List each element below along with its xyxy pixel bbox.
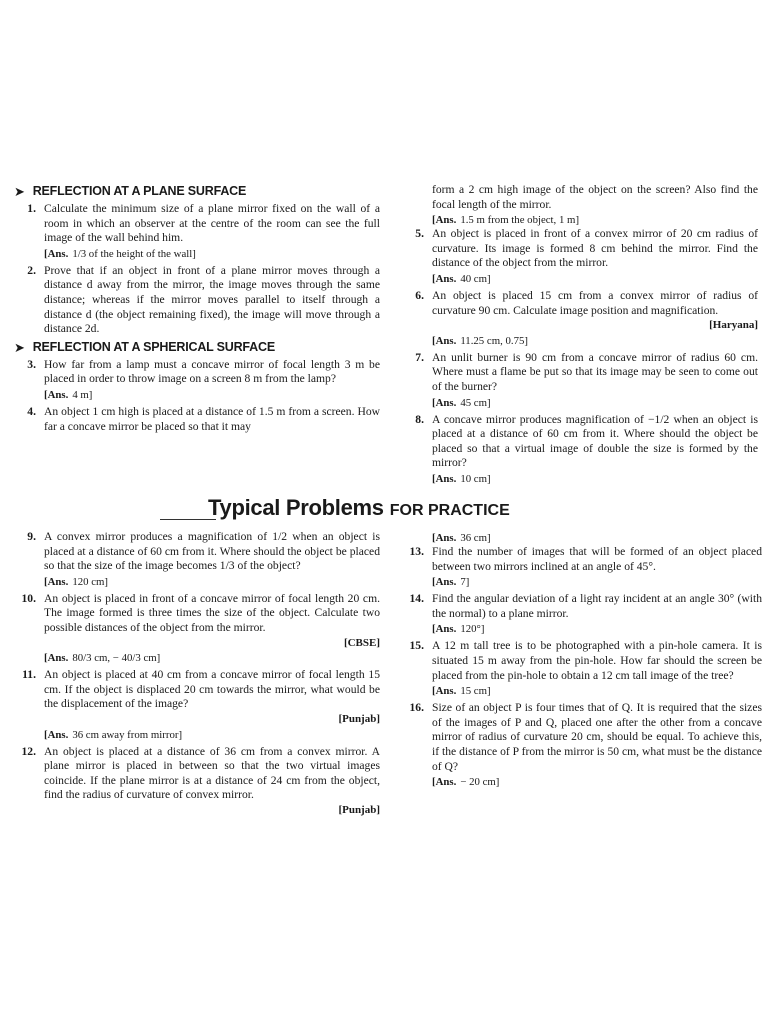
problem-text: Size of an object P is four times that of Q. It is required that the sizes of the images of P and Q, placed one after the other from a concave mirror of radius of curvature 20 cm, should be equal. To achieve this, if the distance of P from the mirror is 50 cm, what must be the distance of Q? [432, 701, 762, 773]
source-tag: [Punjab] [338, 803, 380, 816]
answer-value: 36 cm away from mirror] [72, 728, 183, 741]
answer [432, 472, 758, 486]
problem-number: 9. [27, 530, 36, 543]
problem-text: An object 1 cm high is placed at a distance of 1.5 m from a screen. How far a concave mirror be placed so that it may [44, 404, 380, 433]
answer [432, 272, 758, 286]
answer-value: 15 cm] [460, 685, 491, 698]
problem-text: A 12 m tall tree is to be photographed with a pin-hole camera. It is situated 15 m away from the pin-hole. How far should the screen be placed from the pin-hole to obtain a 12 cm tall image of the tree? [432, 639, 762, 682]
arrow-bullet-icon: ➤ [14, 339, 25, 355]
problem-16 [402, 701, 762, 789]
bottom-left-column [14, 530, 380, 821]
problem-12 [14, 745, 380, 818]
problem-2 [14, 264, 380, 337]
problem-text: form a 2 cm high image of the object on the screen? Also find the focal length of the mirror. [432, 183, 758, 211]
problem-6 [402, 289, 758, 348]
top-right-column [402, 183, 758, 489]
problem-text: Find the number of images that will be formed of an object placed between two mirrors inclined at an angle of 45°. [432, 545, 762, 573]
problem-number: 6. [415, 288, 424, 302]
answer [44, 728, 380, 742]
answer-value: 1/3 of the height of the wall] [72, 247, 196, 260]
problem-number: 2. [27, 263, 36, 277]
answer-value: 1.5 m from the object, 1 m] [460, 214, 580, 227]
answer [432, 531, 762, 545]
problem-text: An object is placed in front of a convex mirror of 20 cm radius of curvature. Its image is formed 8 cm behind the mirror. Find the distance of the object from the mirror. [432, 227, 758, 270]
problem-number: 14. [409, 592, 424, 606]
problem-number: 4. [27, 404, 36, 418]
problem-number: 11. [22, 668, 36, 682]
problem-number: 13. [409, 545, 424, 558]
problem-10 [14, 592, 380, 665]
answer-value: 4 m] [72, 388, 93, 401]
answer [44, 651, 380, 665]
problem-text: An object is placed at a distance of 36 cm from a convex mirror. A plane mirror is placed in between so that the two virtual images coincide. If the plane mirror is at a distance of 24 cm from the object, find the radius of curvature of convex mirror. [44, 744, 380, 802]
problem-9 [14, 530, 380, 589]
problem-text: Calculate the minimum size of a plane mirror fixed on the wall of a room in which an observer at the centre of the room can see the full image of the wall behind him. [44, 202, 380, 245]
problem-number: 16. [409, 701, 424, 715]
problem-4-continued [402, 183, 758, 227]
answer-value: − 20 cm] [460, 776, 500, 789]
problem-4 [14, 405, 380, 434]
answer-value: 80/3 cm, − 40/3 cm] [72, 652, 161, 665]
answer-label: [Ans. [432, 396, 457, 409]
problem-number: 8. [415, 412, 424, 426]
answer [432, 684, 762, 698]
answer-label: [Ans. [432, 776, 457, 789]
answer-label: [Ans. [432, 685, 457, 698]
problem-text: An object is placed at 40 cm from a concave mirror of focal length 15 cm. If the object is displaced 20 cm towards the mirror, what would be the displacement of the image? [44, 668, 380, 711]
answer [432, 334, 758, 348]
source-tag: [Punjab] [338, 712, 380, 725]
answer-label: [Ans. [44, 728, 69, 741]
answer [432, 396, 758, 410]
problem-text: An object is placed 15 cm from a convex mirror of radius of curvature 90 cm. Calculate image position and magnification. [432, 288, 758, 317]
section-heading-spherical [14, 340, 380, 355]
problem-13 [402, 545, 762, 589]
problem-number: 15. [409, 639, 424, 653]
section-heading-plane [14, 184, 380, 199]
problem-number: 7. [415, 350, 424, 364]
problem-text: A convex mirror produces a magnification of 1/2 when an object is placed at a distance of 60 cm from it. Where should the object be placed so that the size of the image becomes 1/3 of the object? [44, 530, 380, 573]
bottom-right-column [402, 530, 762, 792]
answer [432, 213, 758, 227]
answer [44, 575, 380, 589]
answer [44, 388, 380, 402]
problem-8 [402, 413, 758, 486]
problem-3 [14, 358, 380, 402]
answer-value: 36 cm] [460, 532, 491, 544]
answer-label: [Ans. [44, 247, 69, 260]
arrow-bullet-icon: ➤ [14, 184, 25, 199]
answer-label: [Ans. [44, 575, 69, 588]
top-left-column [14, 182, 380, 437]
problem-number: 1. [27, 202, 36, 215]
answer-value: 7] [460, 576, 470, 589]
answer-value: 45 cm] [460, 396, 491, 409]
answer-value: 40 cm] [460, 272, 491, 285]
problem-text: Find the angular deviation of a light ray incident at an angle 30° (with the normal) to a plane mirror. [432, 592, 762, 620]
problem-number: 3. [27, 357, 36, 371]
problem-12-continued [402, 531, 762, 545]
answer-value: 11.25 cm, 0.75] [460, 334, 528, 347]
section-heading-spherical-text: REFLECTION AT A SPHERICAL SURFACE [32, 339, 275, 354]
problem-number: 5. [415, 227, 424, 241]
answer-value: 120°] [460, 623, 485, 636]
answer-label: [Ans. [432, 334, 457, 347]
problem-number: 10. [21, 591, 36, 605]
answer-label: [Ans. [432, 272, 457, 285]
problem-text: A concave mirror produces magnification of −1/2 when an object is placed at a distance of 60 cm from it. Where should the object be placed so that a virtual image of double the size is formed by the mirror? [432, 412, 758, 470]
answer [432, 575, 762, 589]
section-heading-plane-text: REFLECTION AT A PLANE SURFACE [32, 184, 247, 198]
problem-7 [402, 351, 758, 410]
source-tag: [Haryana] [709, 319, 758, 332]
answer [432, 622, 762, 636]
answer-label: [Ans. [432, 214, 457, 227]
answer-label: [Ans. [44, 652, 69, 665]
answer [432, 775, 762, 789]
source-tag: [CBSE] [343, 636, 380, 649]
problem-text: Prove that if an object in front of a plane mirror moves through a distance d away from the mirror, the image moves through the same distance; whereas if the mirror moves parallel to itself through a distance d (the object remaining fixed), the image will move through a distance 2d. [44, 263, 380, 336]
problem-number: 12. [21, 744, 36, 758]
answer-value: 10 cm] [460, 472, 491, 485]
problem-14 [402, 592, 762, 636]
answer-label: [Ans. [44, 388, 69, 401]
problem-15 [402, 639, 762, 698]
problem-text: An unlit burner is 90 cm from a concave mirror of radius 60 cm. Where must a flame be put so that its image may be seen to come out of the burner? [432, 350, 758, 393]
problem-text: An object is placed in front of a concave mirror of focal length 20 cm. The image formed is three times the size of the object. Calculate two possible distances of the object from the mirror. [44, 591, 380, 634]
problem-5 [402, 227, 758, 286]
practice-banner [0, 495, 768, 525]
answer [44, 247, 380, 261]
problem-1 [14, 202, 380, 261]
answer-label: [Ans. [432, 472, 457, 485]
answer-value: 120 cm] [72, 575, 108, 588]
answer-label: [Ans. [432, 623, 457, 636]
banner-title: Typical Problems [208, 495, 384, 520]
answer-label: [Ans. [432, 532, 457, 544]
answer-label: [Ans. [432, 576, 457, 589]
problem-text: How far from a lamp must a concave mirror of focal length 3 m be placed in order to throw image on a screen 8 m from the lamp? [44, 357, 380, 386]
problem-11 [14, 668, 380, 741]
banner-subtitle: FOR PRACTICE [389, 502, 510, 519]
